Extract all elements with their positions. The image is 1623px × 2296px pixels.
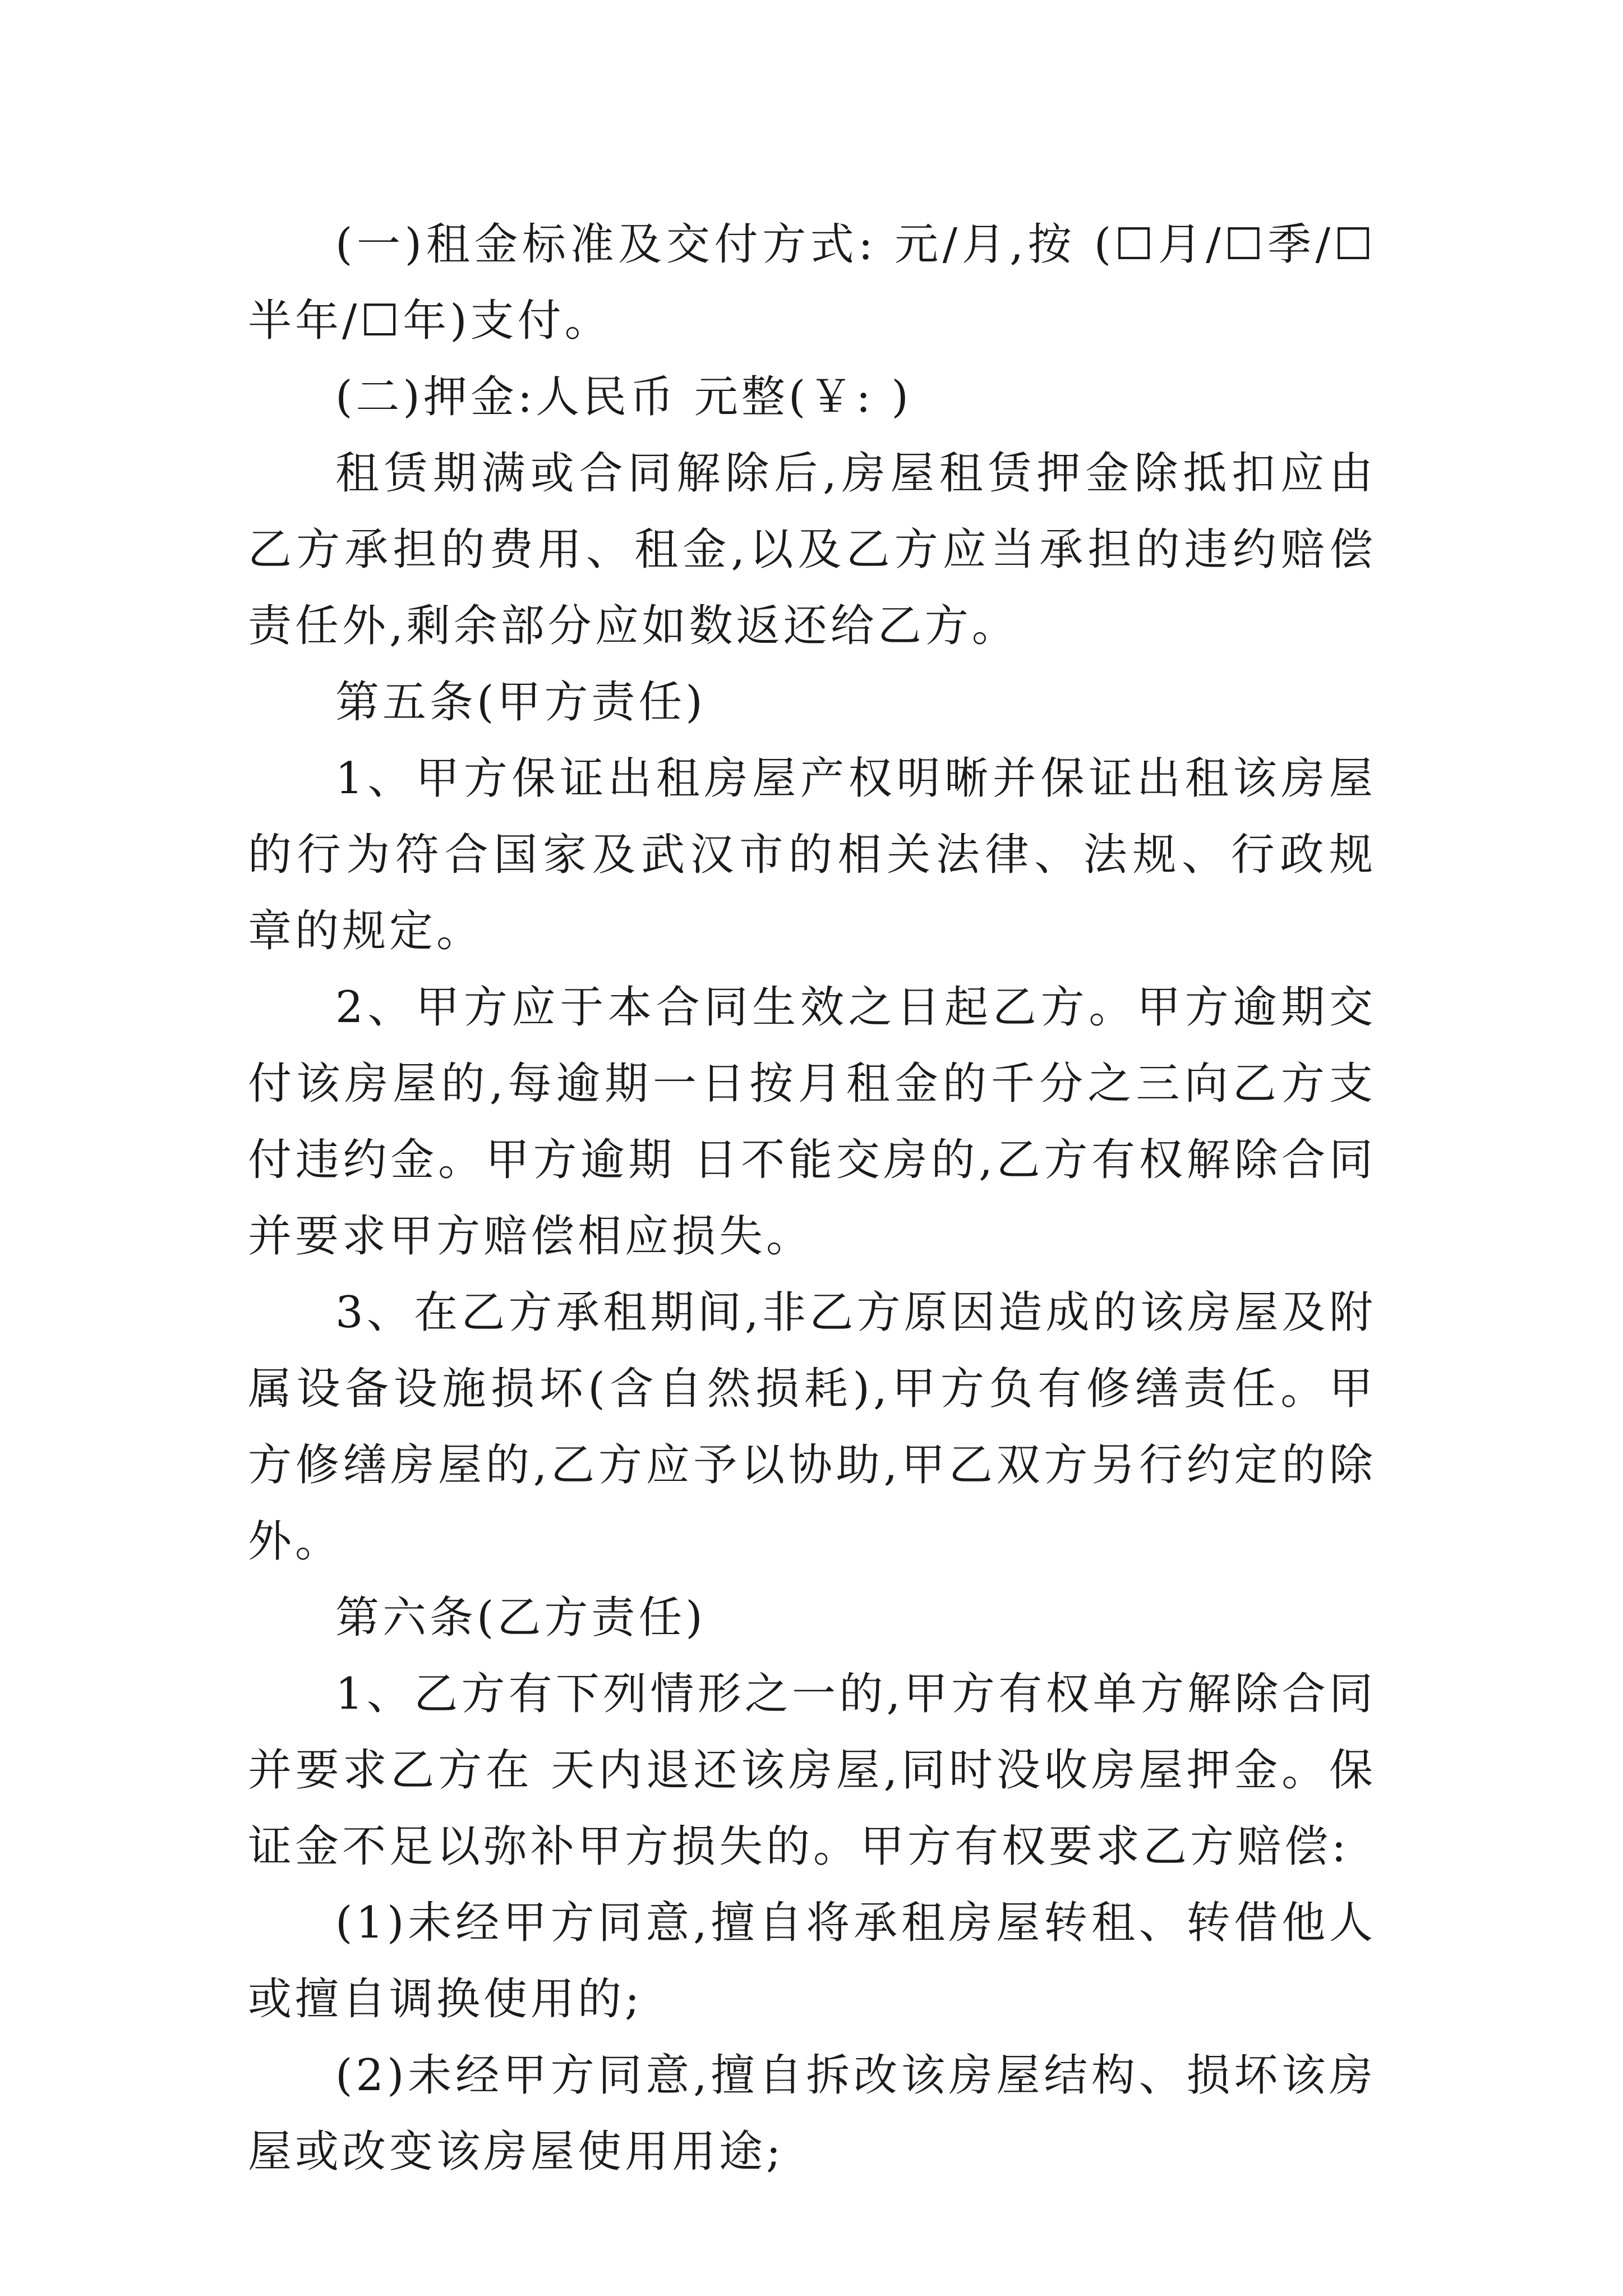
- paragraph-deposit-refund: 租赁期满或合同解除后,房屋租赁押金除抵扣应由乙方承担的费用、租金,以及乙方应当承担的违约赔偿责任外,剩余部分应如数返还给乙方。: [248, 448, 1376, 651]
- paragraph-deposit: (二)押金:人民币 元整(￥: ): [335, 372, 912, 422]
- paragraph-tenant-duty-1: 1、乙方有下列情形之一的,甲方有权单方解除合同并要求乙方在 天内退还该房屋,同时没收房屋押金。保证金不足以弥补甲方损失的。甲方有权要求乙方赔偿:: [248, 1669, 1376, 1872]
- paragraph-rent-standard: (一)租金标准及交付方式: 元/月,按 (☐月/☐季/☐半年/☐年)支付。: [248, 219, 1376, 346]
- article-6-heading: 第六条(乙方责任): [335, 1593, 706, 1643]
- article-5-heading: 第五条(甲方责任): [335, 677, 706, 728]
- paragraph-landlord-duty-3: 3、在乙方承租期间,非乙方原因造成的该房屋及附属设备设施损坏(含自然损耗),甲方负有修缮责任。甲方修缮房屋的,乙方应予以协助,甲乙双方另行约定的除外。: [248, 1287, 1376, 1567]
- paragraph-landlord-duty-1: 1、甲方保证出租房屋产权明晰并保证出租该房屋的行为符合国家及武汉市的相关法律、法规、行政规章的规定。: [248, 753, 1376, 956]
- paragraph-landlord-duty-2: 2、甲方应于本合同生效之日起乙方。甲方逾期交付该房屋的,每逾期一日按月租金的千分之三向乙方支付违约金。甲方逾期 日不能交房的,乙方有权解除合同并要求甲方赔偿相应损失。: [248, 982, 1376, 1262]
- paragraph-tenant-duty-1-item-1: (1)未经甲方同意,擅自将承租房屋转租、转借他人或擅自调换使用的;: [248, 1898, 1376, 2024]
- document-body: [248, 206, 1376, 2190]
- paragraph-tenant-duty-1-item-2: (2)未经甲方同意,擅自拆改该房屋结构、损坏该房屋或改变该房屋使用用途;: [248, 2050, 1376, 2177]
